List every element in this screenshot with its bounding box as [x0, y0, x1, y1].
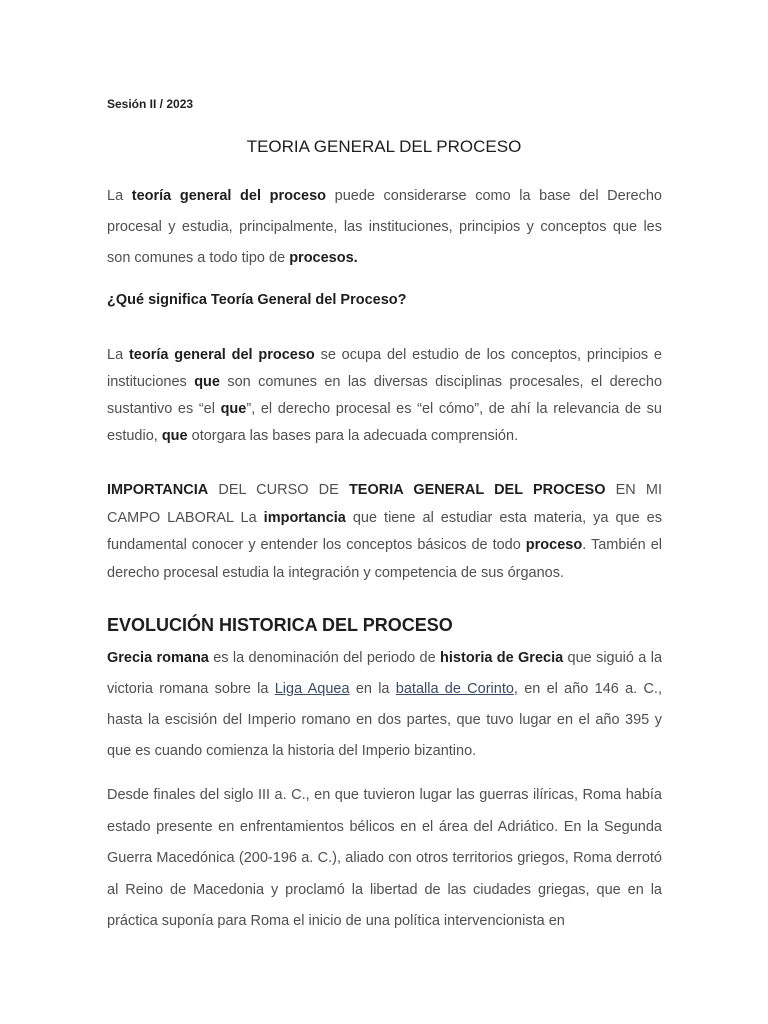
bold-term: teoría general del proceso: [128, 347, 315, 363]
bold-term: TEORIA GENERAL DEL PROCESO: [348, 482, 606, 498]
bold-term: historia de Grecia: [440, 650, 564, 666]
text-run: otorgara las bases para la adecuada comprensión.: [187, 428, 519, 444]
link-batalla-de-corinto[interactable]: batalla de Corinto: [395, 681, 514, 697]
text-run: DEL CURSO DE: [208, 482, 349, 498]
bold-term: proceso: [525, 537, 583, 553]
text-run: que tiene al estudiar esta materia, ya que es fundamental conocer y entender los conceptos básicos de todo: [107, 509, 662, 553]
text-run: EN MI CAMPO LABORAL La: [107, 482, 662, 526]
text-run: que siguió a la victoria romana sobre la: [107, 650, 663, 697]
text-run: La: [107, 347, 129, 363]
page-title: TEORIA GENERAL DEL PROCESO: [246, 137, 522, 156]
question-heading: ¿Qué significa Teoría General del Proceso?: [107, 292, 407, 308]
importance-paragraph: [107, 477, 662, 587]
intro-paragraph: [107, 181, 662, 274]
continuation-paragraph: Desde finales del siglo III a. C., en que tuvieron lugar las guerras ilíricas, Roma había estado presente en enfrentamientos bélicos en el área del Adriático. En la Segunda Guerra Macedónica (200-196 a. C.), aliado con otros territorios griegos, Roma derrotó al Reino de Macedonia y proclamó la libertad de las ciudades griegas, que en la práctica suponía para Roma el inicio de una política intervencionista en: [107, 787, 662, 929]
bold-term: procesos.: [289, 250, 358, 266]
text-run: . También el derecho procesal estudia la integración y competencia de sus órganos.: [107, 537, 663, 581]
bold-term: que: [161, 428, 188, 444]
link-liga-aquea[interactable]: Liga Aquea: [274, 681, 350, 697]
text-run: es la denominación del periodo de: [208, 650, 441, 666]
history-paragraph: [107, 643, 662, 767]
bold-term: teoría general del proceso: [131, 188, 327, 204]
text-run: La: [107, 188, 132, 204]
text-run: , en el año 146 a. C., hasta la escisión del Imperio romano en dos partes, que tuvo lugar en el año 395 y que es cuando comienza la historia del Imperio bizantino.: [107, 681, 662, 759]
session-label: Sesión II / 2023: [107, 97, 194, 111]
bold-term: que: [220, 401, 247, 417]
definition-paragraph: [107, 342, 662, 450]
section-heading: EVOLUCIÓN HISTORICA DEL PROCESO: [107, 615, 453, 635]
bold-term: IMPORTANCIA: [107, 482, 209, 498]
bold-term: importancia: [263, 509, 346, 526]
text-run: puede considerarse como la base del Derecho procesal y estudia, principalmente, las instituciones, principios y conceptos que les son comunes a todo tipo de: [107, 188, 662, 266]
text-run: se ocupa del estudio de los conceptos, principios e instituciones: [107, 347, 662, 390]
bold-term: Grecia romana: [107, 650, 209, 666]
text-run: ”, el derecho procesal es “el cómo”, de ahí la relevancia de su estudio,: [107, 401, 662, 444]
bold-term: que: [194, 374, 220, 390]
text-run: en la: [349, 681, 396, 697]
text-run: son comunes en las diversas disciplinas procesales, el derecho sustantivo es “el: [107, 374, 663, 417]
